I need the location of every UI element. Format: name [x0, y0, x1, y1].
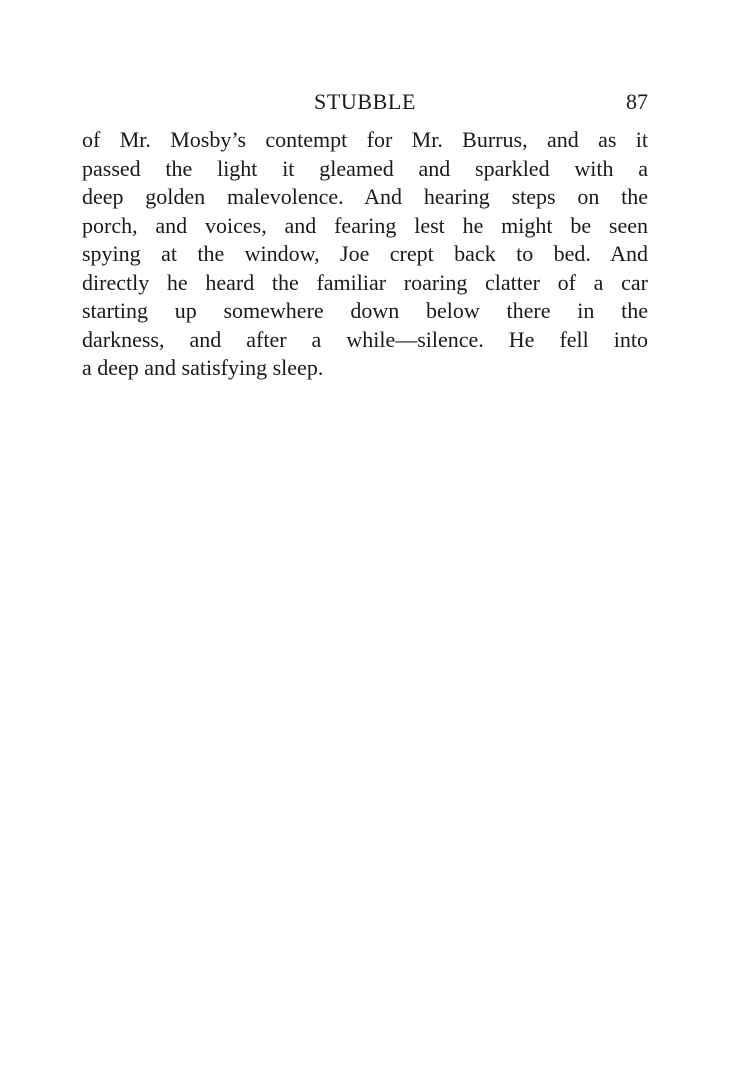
text-line: of Mr. Mosby’s contempt for Mr. Burrus, and as it — [82, 127, 648, 152]
text-line: a deep and satisfying sleep. — [82, 355, 324, 380]
text-line: starting up somewhere down below there in the — [82, 298, 648, 323]
text-line: darkness, and after a while—silence. He fell into — [82, 326, 648, 352]
text-line: porch, and voices, and fearing lest he might be seen — [82, 212, 648, 238]
text-line: spying at the window, Joe crept back to bed. And — [82, 241, 648, 266]
running-title: STUBBLE — [314, 89, 416, 114]
page-number: 87 — [626, 89, 648, 114]
text-line: directly he heard the familiar roaring clatter of a car — [82, 269, 648, 295]
body-paragraph — [82, 126, 648, 383]
text-line: deep golden malevolence. And hearing steps on the — [82, 184, 648, 209]
text-line: passed the light it gleamed and sparkled with a — [82, 155, 648, 181]
running-head — [82, 87, 648, 117]
